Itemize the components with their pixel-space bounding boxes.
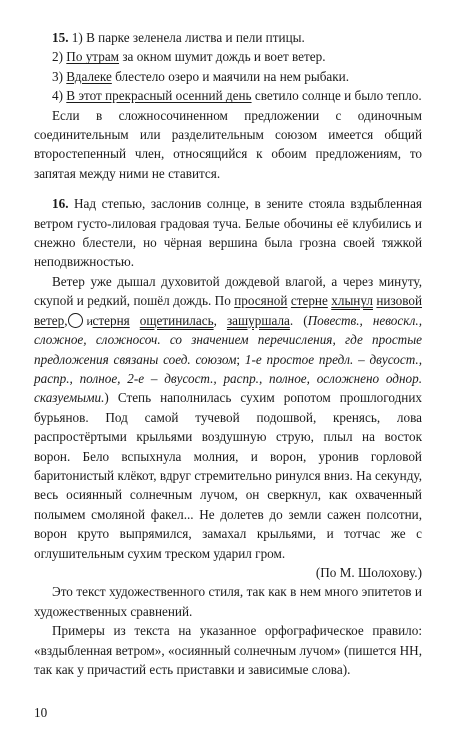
syntax-analysis-2: 1-е простое предл. – двусост., распр., полное, 2-е – двусост., распр., полное, осложнено однор. сказуемыми. — [34, 351, 423, 406]
word-oshchetinilas: ощетинилась — [139, 312, 214, 328]
word-prosyanoy: просяной — [234, 293, 288, 309]
item-4-number: 4) — [52, 88, 67, 104]
item-2-number: 2) — [52, 49, 67, 65]
task-16-number: 16. — [52, 196, 69, 212]
underlined-adverbial-2: Вдалеке — [66, 68, 112, 84]
section-gap — [34, 183, 422, 194]
text-paragraph-2-start: Ветер уже дышал духовитой дождевой влагой, а через минуту, скупой и редкий, пошёл дождь. По — [34, 273, 422, 309]
word-zashurshala: зашуршала — [226, 312, 290, 328]
task-15-number: 15. — [52, 30, 69, 45]
sentence-1: 1) В парке зеленела листва и пели птицы. — [68, 30, 305, 45]
author-attribution: (По М. Шолохову.) — [315, 564, 422, 580]
sentence-4: светило солнце и было тепло. — [251, 88, 422, 104]
word-khlynul: хлынул — [331, 293, 373, 309]
spelling-examples: Примеры из текста на указанное орфографическое правило: «вздыбленная ветром», «осиянный солнечным лучом» (пишется НН, так как у причастий есть приставки и зависимые слова). — [34, 623, 422, 677]
task-15-item-2 — [34, 47, 422, 66]
word-sterne: стерне — [290, 293, 328, 309]
text-paragraph-1: Над степью, заслонив солнце, в зените стояла вздыбленная ветром густо-лиловая градовая туча. Белые обочины её клубились и снежно блестели, но чёрная вершина была грозна своей тяжкой неподвижностью. — [34, 196, 422, 270]
task-16-paragraph-2: Ветер уже дышал духовитой дождевой влагой, а через минуту, скупой и редкий, пошёл дождь. По просяной стерне хлынул низовой ветер, и стерня ощетинилась, зашуршала. (Повеств., невоскл., сложное, сложносоч. со значением перечисления, где простые предложения связаны соед. союзом; 1-е простое предл. – двусост., распр., полное, 2-е – двусост., распр., полное, осложнено однор. сказуемыми.) Степь наполнилась сухим ропотом прошлогодних бурьянов. Под самой тучевой подошвой, кренясь, лова распростёртыми крыльями воздушную струю, плыл на восток ворон. Бело вспыхнула молния, и ворон, уронив горловой баритонистый клёкот, вдруг стремительно ринулся вниз. На секунду, весь осиянный солнечным лучом, он сверкнул, как охваченный полымем смоляной факел... Не долетев до земли сажен полсотни, ворон круто выпрямился, замахал крыльями, и тотчас же с оглушительным сухим треском ударил гром. — [34, 273, 423, 561]
task-16-paragraph-1 — [34, 194, 422, 272]
text-paragraph-2-rest: Степь наполнилась сухим ропотом прошлогодних бурьянов. Под самой тучевой подошвой, кренясь, лова распростёртыми крыльями воздушную струю, плыл на восток ворон. Бело вспыхнула молния, и ворон, уронив горловой баритонистый клёкот, вдруг стремительно ринулся вниз. На секунду, весь осиянный солнечным лучом, он сверкнул, как охваченный полымем смоляной факел... Не долетев до земли сажен полсотни, ворон круто выпрямился, замахал крыльями, и тотчас же с оглушительным сухим треском ударил гром. — [34, 390, 422, 561]
item-3-number: 3) — [52, 68, 67, 84]
word-nizovoy: низовой — [376, 293, 423, 309]
task-15-item-3 — [34, 67, 422, 86]
underlined-adverbial-3: В этот прекрасный осенний день — [66, 88, 252, 104]
task-15-item-1 — [34, 28, 422, 47]
punctuation-rule: Если в сложносочиненном предложении с одиночным соединительным или разделительным союзом имеется общий второстепенный член, относящийся к обоим предложениям, то запятая между ними не ставится. — [34, 107, 422, 181]
style-conclusion: Это текст художественного стиля, так как в нем много эпитетов и художественных сравнений. — [34, 584, 422, 619]
task-15-item-4 — [34, 86, 422, 105]
underlined-adverbial-1: По утрам — [66, 49, 120, 65]
syntax-analysis: Повеств., невоскл., сложное, сложносоч. со значением перечисления, где простые предложения связаны соед. союзом — [34, 312, 423, 367]
word-veter: ветер — [34, 312, 65, 328]
word-sternya: стерня — [92, 312, 130, 328]
comma: , — [64, 312, 68, 328]
sentence-3: блестело озеро и маячили на нем рыбаки. — [111, 68, 350, 84]
sentence-2: за окном шумит дождь и воет ветер. — [119, 49, 326, 65]
circled-conjunction: и — [68, 313, 83, 328]
page-number: 10 — [34, 705, 48, 720]
